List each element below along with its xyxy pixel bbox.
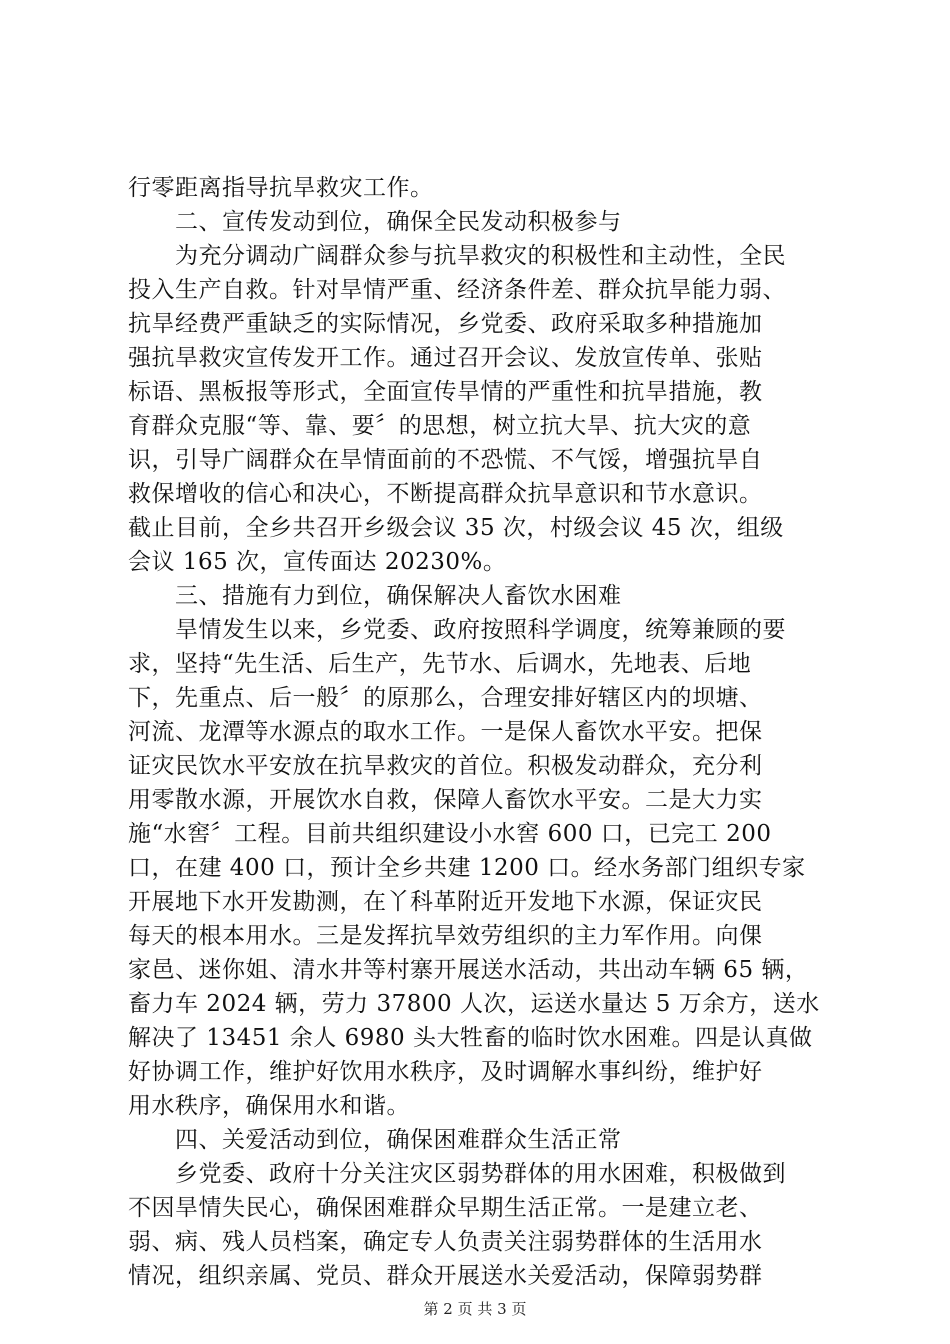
text-line: 育群众克服“等、靠、要〞的思想，树立抗大旱、抗大灾的意 (128, 413, 752, 439)
text-line: 识，引导广阔群众在旱情面前的不恐慌、不气馁，增强抗旱自 (128, 447, 763, 473)
text-line: 标语、黑板报等形式，全面宣传旱情的严重性和抗旱措施，教 (128, 379, 763, 405)
text-line: 求，坚持“先生活、后生产，先节水、后调水，先地表、后地 (128, 651, 752, 677)
text-line: 情况，组织亲属、党员、群众开展送水关爱活动，保障弱势群 (128, 1263, 763, 1289)
text-line: 抗旱经费严重缺乏的实际情况，乡党委、政府采取多种措施加 (128, 311, 763, 337)
text-line: 投入生产自救。针对旱情严重、经济条件差、群众抗旱能力弱、 (128, 277, 786, 303)
text-line: 好协调工作，维护好饮用水秩序，及时调解水事纠纷，维护好 (128, 1059, 763, 1085)
text-line: 用零散水源，开展饮水自救，保障人畜饮水平安。二是大力实 (128, 787, 763, 813)
text-line: 救保增收的信心和决心，不断提高群众抗旱意识和节水意识。 (128, 481, 763, 507)
text-line: 证灾民饮水平安放在抗旱救灾的首位。积极发动群众，充分利 (128, 753, 763, 779)
text-line: 行零距离指导抗旱救灾工作。 (128, 175, 434, 201)
section-heading: 二、宣传发动到位，确保全民发动积极参与 (128, 209, 622, 235)
text-line: 口，在建 400 口，预计全乡共建 1200 口。经水务部门组织专家 (128, 855, 806, 881)
text-line: 乡党委、政府十分关注灾区弱势群体的用水困难，积极做到 (128, 1161, 786, 1187)
text-line: 家邑、迷你姐、清水井等村寨开展送水活动，共出动车辆 65 辆， (128, 957, 809, 983)
text-line: 为充分调动广阔群众参与抗旱救灾的积极性和主动性，全民 (128, 243, 786, 269)
text-line: 截止目前，全乡共召开乡级会议 35 次，村级会议 45 次，组级 (128, 515, 784, 541)
text-line: 河流、龙潭等水源点的取水工作。一是保人畜饮水平安。把保 (128, 719, 763, 745)
text-line: 每天的根本用水。三是发挥抗旱效劳组织的主力军作用。向倮 (128, 923, 763, 949)
text-line: 旱情发生以来，乡党委、政府按照科学调度，统筹兼顾的要 (128, 617, 786, 643)
text-line: 强抗旱救灾宣传发开工作。通过召开会议、发放宣传单、张贴 (128, 345, 763, 371)
section-heading: 四、关爱活动到位，确保困难群众生活正常 (128, 1127, 622, 1153)
text-line: 开展地下水开发勘测，在丫科革附近开发地下水源，保证灾民 (128, 889, 763, 915)
text-line: 用水秩序，确保用水和谐。 (128, 1093, 410, 1119)
text-line: 下，先重点、后一般〞的原那么，合理安排好辖区内的坝塘、 (128, 685, 763, 711)
text-line: 畜力车 2024 辆，劳力 37800 人次，运送水量达 5 万余方，送水 (128, 991, 820, 1017)
text-line: 施“水窖〞工程。目前共组织建设小水窖 600 口，已完工 200 (128, 821, 772, 847)
section-heading: 三、措施有力到位，确保解决人畜饮水困难 (128, 583, 622, 609)
text-line: 弱、病、残人员档案，确定专人负责关注弱势群体的生活用水 (128, 1229, 763, 1255)
text-line: 会议 165 次，宣传面达 20230%。 (128, 549, 507, 575)
page-number-footer: 第 2 页 共 3 页 (423, 1300, 527, 1318)
text-line: 解决了 13451 余人 6980 头大牲畜的临时饮水困难。四是认真做 (128, 1025, 813, 1051)
text-line: 不因旱情失民心，确保困难群众早期生活正常。一是建立老、 (128, 1195, 763, 1221)
